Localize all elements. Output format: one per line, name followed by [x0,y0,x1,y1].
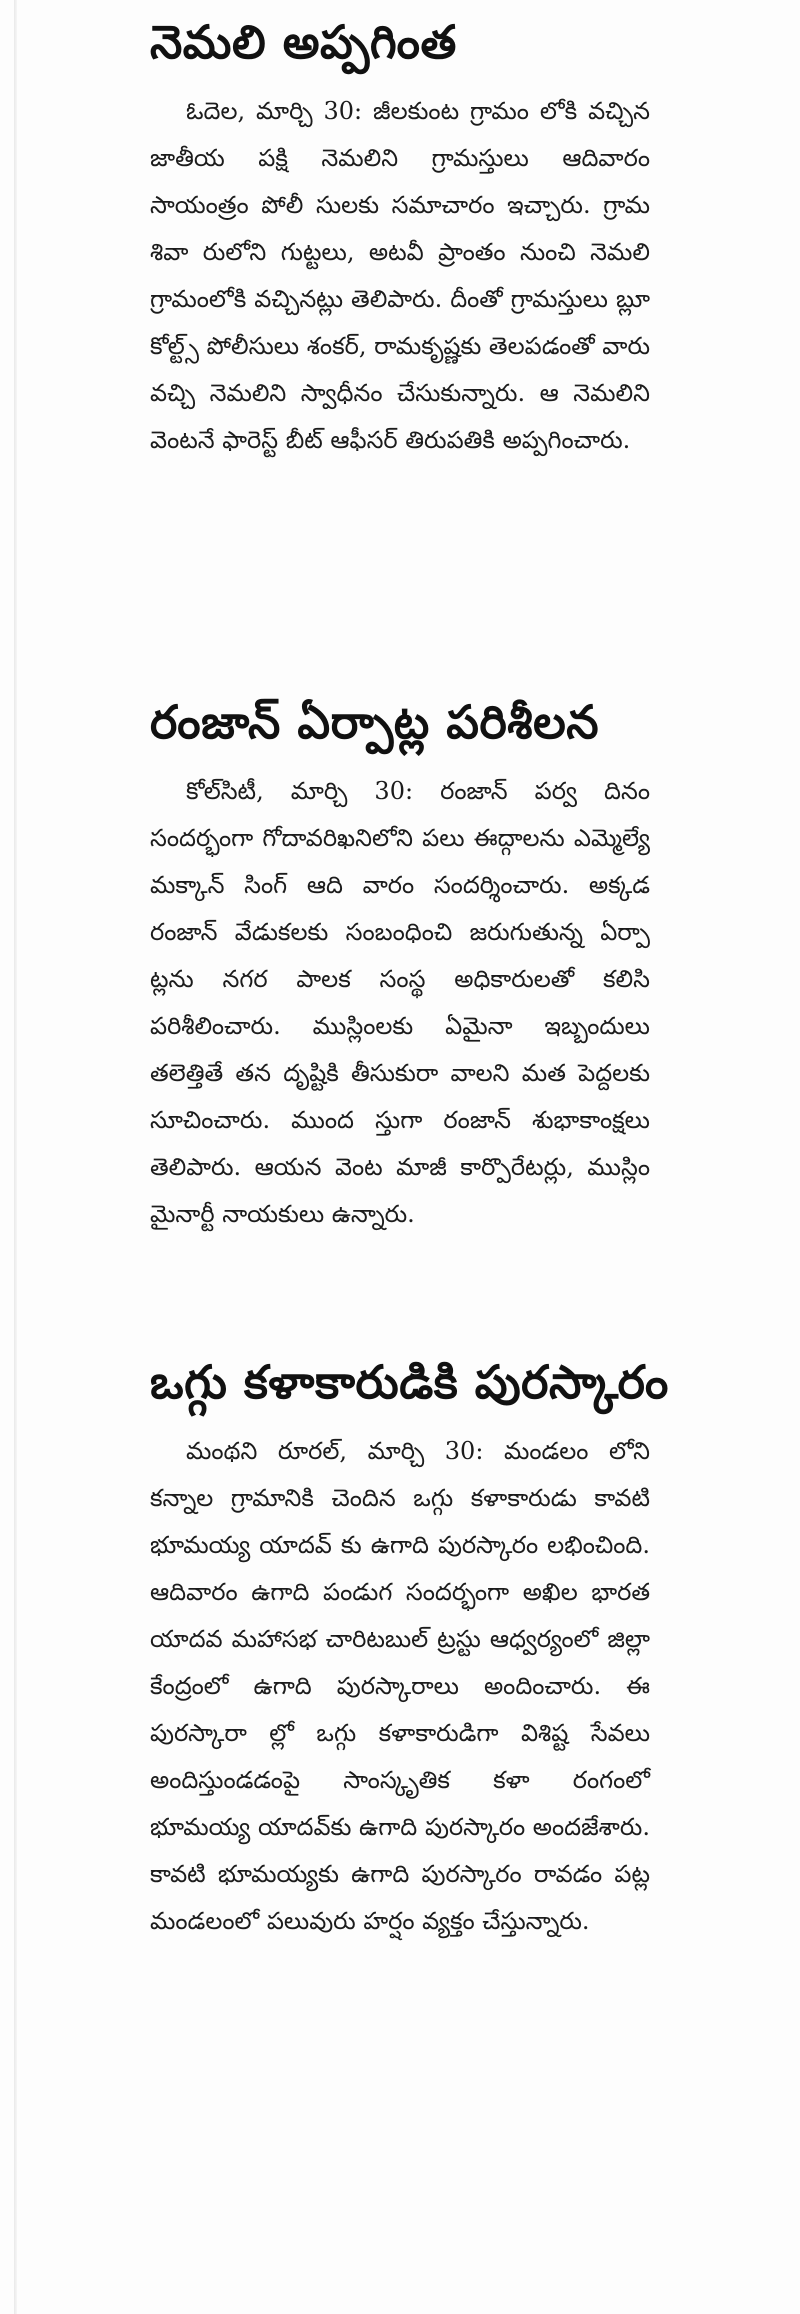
article-headline: నెమలి అప్పగింత [150,15,457,69]
article-ramzan-arrangements [150,680,650,1238]
article-headline: ఒగ్గు కళాకారుడికి పురస్కారం [150,1355,669,1409]
article-oggu-artist-award [150,1340,669,1945]
column-divider [14,0,17,2314]
article-body: మంథని రూరల్, మార్చి 30: మండలం లోని కన్నాల గ్రామానికి చెందిన ఒగ్గు కళాకారుడు కావటి భూమయ్య యాదవ్ కు ఉగాది పురస్కారం లభించింది. ఆదివారం ఉగాది పండుగ సందర్భంగా అఖిల భారత యాదవ మహాసభ చారిటబుల్ ట్రస్టు ఆధ్వర్యంలో జిల్లా కేంద్రంలో ఉగాది పురస్కారాలు అందించారు. ఈ పురస్కారా ల్లో ఒగ్గు కళాకారుడిగా విశిష్ట సేవలు అందిస్తుండడంపై సాంస్కృతిక కళా రంగంలో భూమయ్య యాదవ్‌కు ఉగాది పురస్కారం అందజేశారు. కావటి భూమయ్యకు ఉగాది పురస్కారం రావడం పట్ల మండలంలో పలువురు హర్షం వ్యక్తం చేస్తున్నారు. [150,1437,650,1935]
article-body: కోల్‌సిటీ, మార్చి 30: రంజాన్ పర్వ దినం సందర్భంగా గోదావరిఖనిలోని పలు ఈద్గాలను ఎమ్మెల్యే మక్కాన్ సింగ్ ఆది వారం సందర్శించారు. అక్కడ రంజాన్ వేడుకలకు సంబంధించి జరుగుతున్న ఏర్పా ట్లను నగర పాలక సంస్థ అధికారులతో కలిసి పరిశీలించారు. ముస్లింలకు ఏమైనా ఇబ్బందులు తలెత్తితే తన దృష్టికి తీసుకురా వాలని మత పెద్దలకు సూచించారు. ముంద స్తుగా రంజాన్ శుభాకాంక్షలు తెలిపారు. ఆయన వెంట మాజీ కార్పొరేటర్లు, ముస్లిం మైనార్టీ నాయకులు ఉన్నారు. [150,777,650,1228]
article-body: ఓదెల, మార్చి 30: జీలకుంట గ్రామం లోకి వచ్చిన జాతీయ పక్షి నెమలిని గ్రామస్తులు ఆదివారం సాయంత్రం పోలీ సులకు సమాచారం ఇచ్చారు. గ్రామ శివా రులోని గుట్టలు, అటవీ ప్రాంతం నుంచి నెమలి గ్రామంలోకి వచ్చినట్లు తెలిపారు. దీంతో గ్రామస్తులు బ్లూ కోల్ట్స్ పోలీసులు శంకర్, రామకృష్ణకు తెలపడంతో వారు వచ్చి నెమలిని స్వాధీనం చేసుకున్నారు. ఆ నెమలిని వెంటనే ఫారెస్ట్ బీట్ ఆఫీసర్ తిరుపతికి అప్పగించారు. [150,97,650,454]
article-headline: రంజాన్ ఏర్పాట్ల పరిశీలన [150,695,599,749]
article-peacock-handover [150,0,650,464]
